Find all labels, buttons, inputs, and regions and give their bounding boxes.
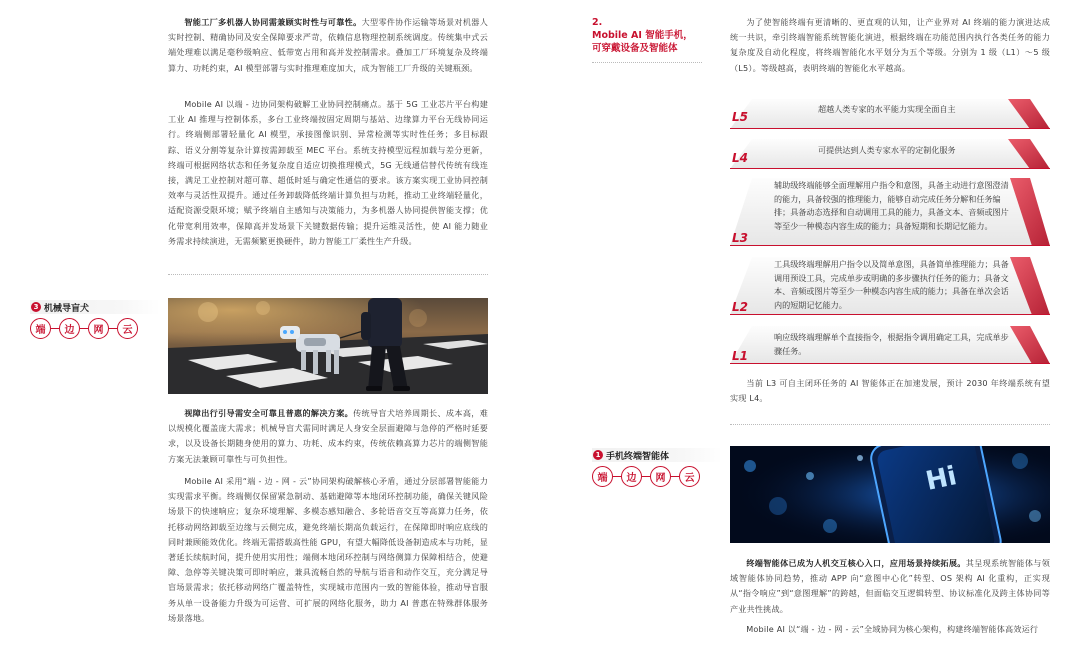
- level-code: L2: [732, 300, 748, 314]
- level-code: L4: [732, 151, 748, 165]
- level-code: L3: [732, 231, 748, 245]
- chain-node: 边: [621, 466, 642, 487]
- guide-dog-photo: [168, 298, 488, 394]
- level-description: 响应级终端理解单个直接指令，根据指令调用确定工具，完成单步骤任务。: [774, 332, 1009, 356]
- section-tag-phone-agent: [592, 448, 722, 462]
- level-row-l3: [730, 174, 1050, 246]
- level-row-l1: [730, 322, 1050, 364]
- level-row-l5: [730, 95, 1050, 129]
- chain-link: [613, 476, 621, 477]
- paragraph-after-levels: 当前 L3 可自主闭环任务的 AI 智能体正在加速发展，预计 2030 年终端系统有望实现 L4。: [730, 378, 1050, 404]
- paragraph-level-intro: 为了使智能终端有更清晰的、更直观的认知，让产业界对 AI 终端的能力演进达成统一共识，牵引终端智能系统智能化演进，根据终端在功能范围内执行各类任务的能力复杂度及自动化程度，将终端智能化水平划分为五个等级。分别为 1 级（L1）～5 级（L5）。等级越高，表明终端的智能化水平越高。: [730, 17, 1050, 73]
- paragraph-lead: 视障出行引导需安全可靠且普惠的解决方案。: [184, 408, 354, 418]
- chain-node: 边: [59, 318, 80, 339]
- level-row-l4: [730, 135, 1050, 169]
- smartphone-photo: [730, 446, 1050, 543]
- level-description: 超越人类专家的水平能力实现全面自主: [818, 104, 956, 114]
- chain-link: [109, 328, 117, 329]
- heading-line-2: 可穿戴设备及智能体: [592, 43, 678, 54]
- paragraph-lead: 智能工厂多机器人协同需兼顾实时性与可靠性。: [184, 17, 362, 27]
- section-title: 手机终端智能体: [606, 451, 670, 462]
- heading-number: 2.: [592, 17, 603, 28]
- level-description: 工具级终端理解用户指令以及简单意图，具备简单推理能力；具备调用预设工具，完成单步或明确的多步骤执行任务的能力；具备文本、音频或图片等至少一种模态内容生成的能力；具备在单次会话内的短期记忆能力。: [774, 259, 1009, 310]
- chain-link: [642, 476, 650, 477]
- chain-link: [80, 328, 88, 329]
- phone-screen-greeting: Hi: [923, 461, 960, 497]
- chain-node: 云: [679, 466, 700, 487]
- section-tag-guide-dog: [30, 300, 160, 314]
- paragraph-mobile-ai-industrial: Mobile AI 以端 - 边协同架构破解工业协同控制痛点。基于 5G 工业芯片平台构建工业 AI 推理与控制体系，多台工业终端按固定周期与基站、边缘算力平台无线协同运行。终端侧部署轻量化 AI 模型，承接图像识别、异常检测等实时性任务；多目标跟踪、语义分割等复杂计算按需卸载至 MEC 平台。系统支持模型远程加载与差分更新，终端可根据网络状态和任务复杂度自适应切换推理模式，5G 无线通信替代传统有线连接，满足工业控制对超可靠、超低时延与确定性通信的要求。该方案实现工业协同控制效率与灵活性双提升。通过任务卸载降低终端计算负担与功耗，推动工业终端轻量化，适配资源受限环境；赋予终端自主感知与决策能力，为多机器人协同提供智能支撑；优化带宽利用效率，保障高并发场景下关键数据传输；提升运维灵活性，使 AI 能力随业务需求持续演进，无需频繁更换硬件，助力智能工厂柔性生产升级。: [168, 99, 488, 246]
- chain-node: 端: [592, 466, 613, 487]
- chain-node: 网: [88, 318, 109, 339]
- paragraph-lead: 终端智能体已成为人机交互核心入口，应用场景持续拓展。: [746, 558, 966, 568]
- paragraph-mobile-ai-agent: Mobile AI 以“端 - 边 - 网 - 云”全域协同为核心架构，构建终端智能体高效运行: [746, 624, 1039, 634]
- chain-end-edge-net-cloud: [592, 466, 700, 487]
- heading-underline: [592, 62, 702, 63]
- section-number-badge: 1: [593, 450, 603, 460]
- divider: [730, 424, 1050, 425]
- chain-node: 网: [650, 466, 671, 487]
- section-title: 机械导盲犬: [44, 303, 90, 314]
- paragraph-smart-factory: 智能工厂多机器人协同需兼顾实时性与可靠性。大型零件协作运输等场景对机器人实时控制、精确协同及安全保障要求严苛，依赖信息物理控制系统调度。传统集中式云端处理难以满足毫秒级响应、低带宽占用和高并发控制需求。叠加工厂环境复杂及终端算力、功耗约束，AI 模型部署与实时推理难度加大，成为智能工厂升级的关键瓶颈。: [168, 17, 488, 73]
- chain-end-edge-net-cloud: [30, 318, 138, 339]
- section-number-badge: 3: [31, 302, 41, 312]
- level-description: 可提供达到人类专家水平的定制化服务: [818, 145, 956, 155]
- level-description: 辅助级终端能够全面理解用户指令和意图，具备主动进行意图澄清的能力，具备较强的推理能力，能够自动完成任务分解和任务编排；具备动态选择和自动调用工具的能力，具备文本、音频或图片等至少一种模态内容生成的能力；具备短期和长期记忆能力。: [774, 180, 1009, 231]
- paragraph-visually-impaired: 视障出行引导需安全可靠且普惠的解决方案。传统导盲犬培养周期长、成本高，难以规模化覆盖庞大需求；机械导盲犬需同时满足人身安全层面避障与急停的严格时延要求，以及设备长期随身使用的算力、功耗、成本约束，传统依赖高算力芯片的端侧智能方案无法兼顾可靠性与可负担性。: [168, 408, 488, 464]
- section-heading: [592, 16, 712, 55]
- chain-node: 端: [30, 318, 51, 339]
- paragraph-mobile-ai-guide-dog: Mobile AI 采用“端 - 边 - 网 - 云”协同架构破解核心矛盾，通过分层部署智能能力实现需求平衡。终端侧仅保留紧急制动、基础避障等本地闭环控制功能，确保关键风险场景下的快速响应；复杂环境理解、多模态感知融合、多轮语音交互等高算力任务，依托移动网络卸载至边缘与云侧完成，避免终端长期高负载运行，在保障即时响应底线的同时兼顾能效优化。终端无需搭载高性能 GPU，有望大幅降低设备制造成本与功耗，显著延长续航时间，提升使用实用性；端侧本地闭环控制与网络侧算力保障相结合，使避障、急停等关键决策可即时响应，兼具流畅自然的导航与语音和动作交互，充分满足导盲场景需求；依托移动网络广覆盖特性，实现城市范围内一致的智能体验，推动导盲服务从单一设备能力升级为可运营、可扩展的网络化服务，助力 AI 普惠在特殊群体服务场景落地。: [168, 476, 488, 623]
- chain-link: [671, 476, 679, 477]
- chain-link: [51, 328, 59, 329]
- level-code: L1: [732, 349, 748, 363]
- chain-node: 云: [117, 318, 138, 339]
- level-row-l2: [730, 253, 1050, 315]
- paragraph-terminal-agent: 终端智能体已成为人机交互核心入口，应用场景持续拓展。其呈现系统智能体与领域智能体协同趋势，推动 APP 向“意图中心化”转型、OS 架构 AI 化重构，正实现从“指令响应”到“意图理解”的跨越，但面临交互逻辑转型、协议标准化及跨主体协同等产业共性挑战。: [730, 558, 1050, 614]
- level-code: L5: [732, 110, 748, 124]
- heading-line-1: Mobile AI 智能手机，: [592, 30, 693, 41]
- divider: [168, 274, 488, 275]
